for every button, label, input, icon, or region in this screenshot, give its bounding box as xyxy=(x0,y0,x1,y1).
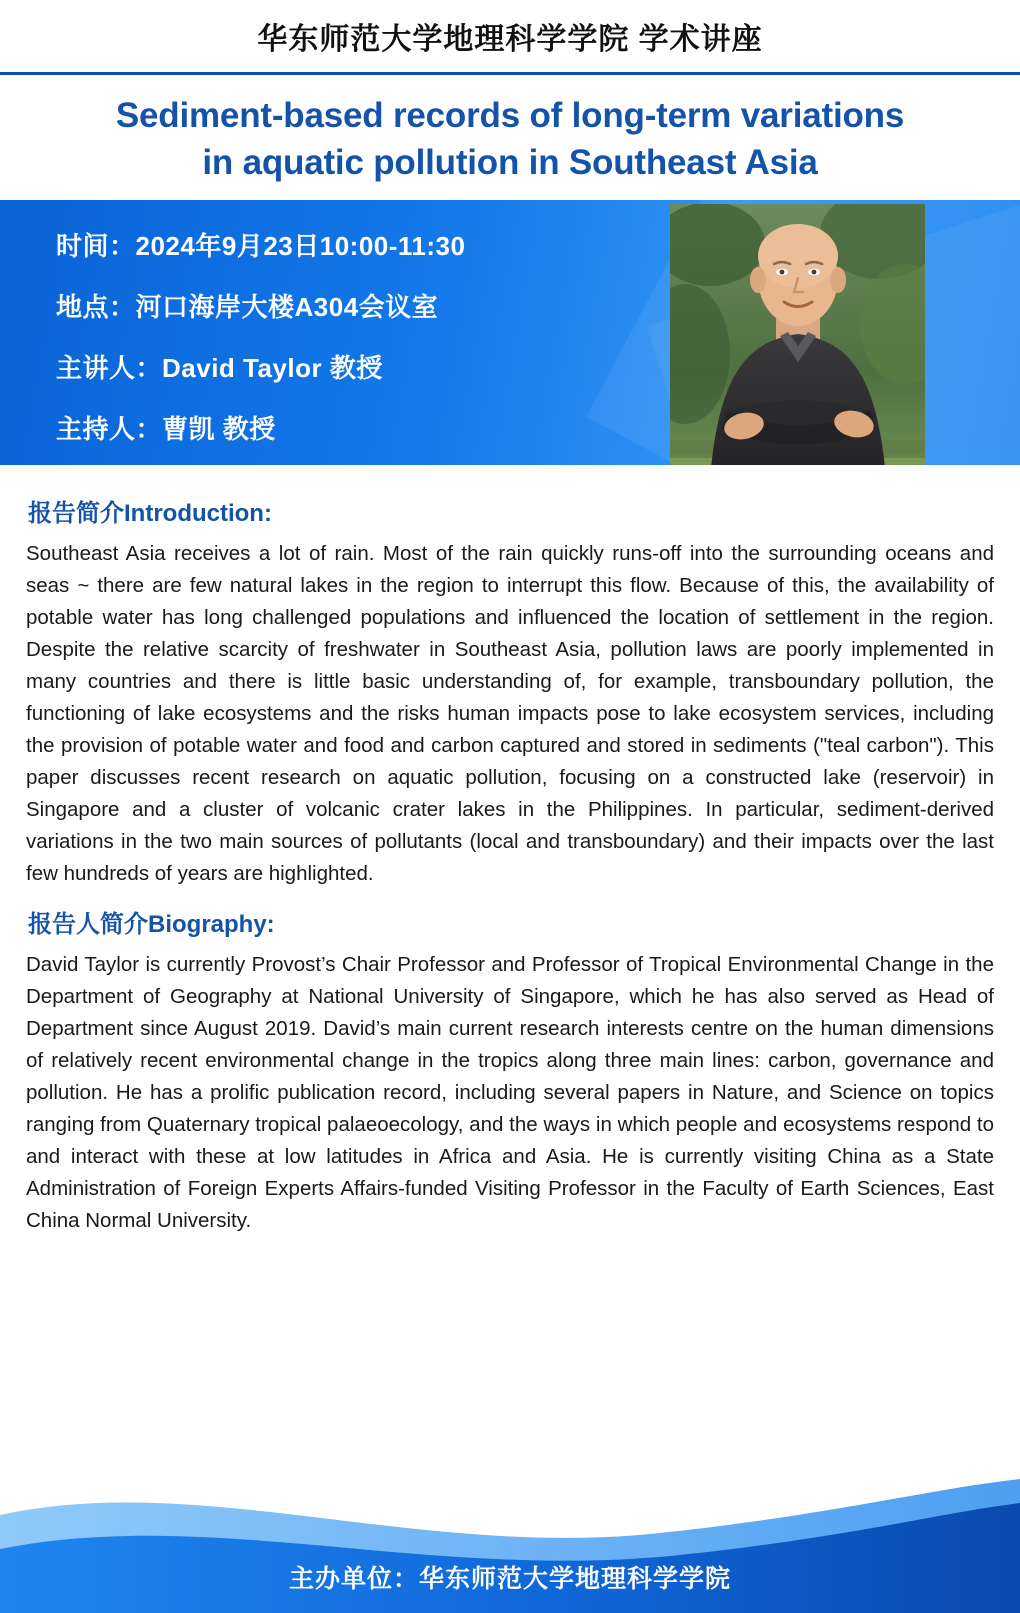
event-place-label: 地点： xyxy=(56,292,136,323)
biography-paragraph: David Taylor is currently Provost’s Chair Professor and Professor of Tropical Environmental Change in the Department of Geography at National University of Singapore, which he has also served as Head of Department since August 2019. David’s main current research interests centre on the human dimensions of relatively recent environmental change in the tropics along three main lines: carbon, governance and pollution. He has a prolific publication record, including several papers in Nature, and Science on topics ranging from Quaternary tropical palaeoecology, and the ways in which people and ecosystems respond to and interact with these at low latitudes in Africa and Asia. He is currently visiting China as a State Administration of Foreign Experts Affairs-funded Visiting Professor in the Faculty of Earth Sciences, East China Normal University. xyxy=(26,952,994,1232)
talk-title-line-1: Sediment-based records of long-term variations xyxy=(115,96,905,135)
event-speaker-label: 主讲人： xyxy=(56,353,163,384)
event-host-value: 曹凯 教授 xyxy=(162,414,276,445)
poster-header xyxy=(0,0,1020,75)
poster-footer xyxy=(0,1463,1020,1613)
talk-title-line-2: in aquatic pollution in Southeast Asia xyxy=(202,142,818,182)
event-time-value: 2024年9月23日10:00-11:30 xyxy=(135,231,466,262)
introduction-heading: 报告简介Introduction: xyxy=(28,500,272,528)
event-speaker-value: David Taylor 教授 xyxy=(162,353,383,384)
biography-heading: 报告人简介Biography: xyxy=(28,910,275,938)
event-host-label: 主持人： xyxy=(56,414,163,445)
introduction-paragraph: Southeast Asia receives a lot of rain. Most of the rain quickly runs-off into the surrounding oceans and seas ~ there are few natural lakes in the region to interrupt this flow. Because of this, the availability of potable water has long challenged populations and influenced the location of settlement in the region. Despite the relative scarcity of freshwater in Southeast Asia, pollution laws are poorly implemented in many countries and there is little basic understanding of, for example, transboundary pollution, the functioning of lake ecosystems and the risks human impacts pose to lake ecosystem services, including the provision of potable water and food and carbon captured and stored in sediments ("teal carbon"). This paper discusses recent research on aquatic pollution, focusing on a constructed lake (reservoir) in Singapore and a cluster of volcanic crater lakes in the Philippines. In particular, sediment-derived variations in the two main sources of pollutants (local and transboundary) and their impacts over the last few hundreds of years are highlighted. xyxy=(26,542,994,885)
event-place-value: 河口海岸大楼A304会议室 xyxy=(135,292,439,323)
talk-title-block xyxy=(0,75,1020,200)
speaker-portrait-illustration xyxy=(670,204,925,465)
event-time-label: 时间： xyxy=(56,231,136,262)
poster-body xyxy=(0,465,1020,1236)
event-info-panel xyxy=(0,200,1020,465)
organization-title: 华东师范大学地理科学学院 学术讲座 xyxy=(257,23,763,56)
speaker-portrait-photo xyxy=(670,204,925,465)
organizer-text: 主办单位：华东师范大学地理科学学院 xyxy=(288,1565,731,1593)
